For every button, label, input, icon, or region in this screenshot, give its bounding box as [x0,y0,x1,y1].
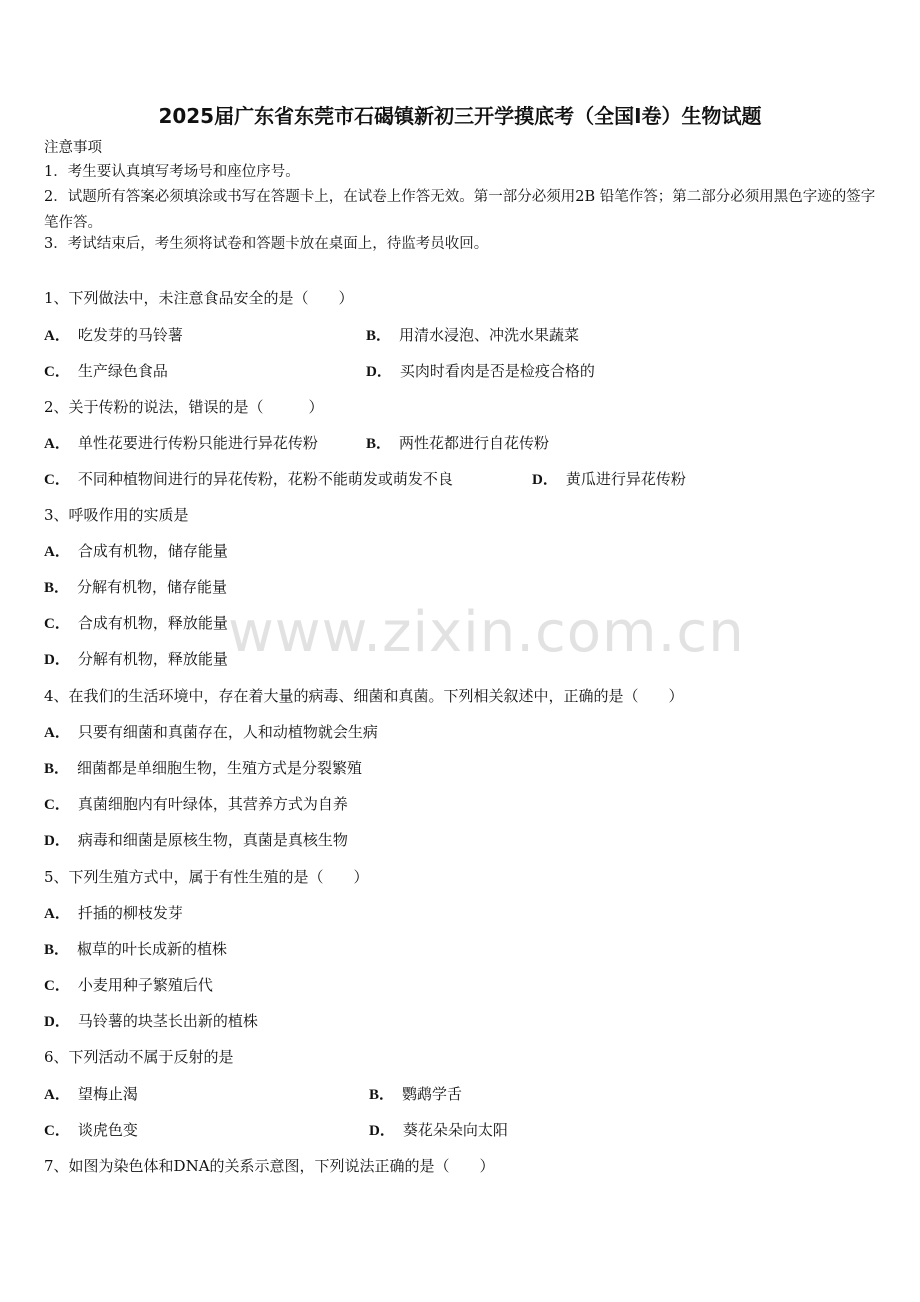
option-text: 分解有机物，储存能量 [77,578,228,596]
question-1-option-a [44,324,183,347]
option-label: D． [366,364,392,380]
option-label: D． [532,472,558,488]
option-text: 分解有机物，释放能量 [77,650,228,668]
option-text: 两性花都进行自花传粉 [399,434,550,452]
question-3-option-d [44,648,228,671]
option-text: 用清水浸泡、冲洗水果蔬菜 [399,326,580,344]
option-label: C． [44,472,70,488]
option-label: C． [44,616,70,632]
option-label: D． [44,1014,70,1030]
option-label: A． [44,906,70,922]
option-label: B． [44,942,70,958]
question-1-stem: 1、下列做法中，未注意食品安全的是（ ） [44,289,354,307]
option-text: 合成有机物，释放能量 [77,614,228,632]
option-text: 望梅止渴 [77,1085,138,1103]
option-label: B． [366,436,392,452]
notes-item-1: 1．考生要认真填写考场号和座位序号。 [44,164,300,180]
question-2-option-b [366,432,549,455]
notes-item-2: 2．试题所有答案必须填涂或书写在答题卡上，在试卷上作答无效。第一部分必须用2B 铅笔作答；第二部分必须用黑色字迹的签字笔作答。 [44,189,876,231]
option-label: C． [44,1123,70,1139]
option-label: B． [44,761,70,777]
question-3-stem: 3、呼吸作用的实质是 [44,506,189,524]
option-text: 椒草的叶长成新的植株 [77,940,228,958]
option-label: C． [44,978,70,994]
option-text: 真菌细胞内有叶绿体，其营养方式为自养 [77,795,348,813]
question-5-option-b [44,938,227,961]
question-2-option-d [532,468,686,491]
option-label: B． [366,328,392,344]
question-4-option-c [44,793,348,816]
option-text: 不同种植物间进行的异花传粉，花粉不能萌发或萌发不良 [77,470,453,488]
option-label: A． [44,436,70,452]
option-label: B． [44,580,70,596]
option-text: 黄瓜进行异花传粉 [565,470,686,488]
option-text: 鹦鹉学舌 [402,1085,463,1103]
option-text: 单性花要进行传粉只能进行异花传粉 [77,434,318,452]
question-3-option-a [44,540,228,563]
question-5-option-d [44,1010,258,1033]
option-label: A． [44,328,70,344]
question-6-option-d [369,1119,508,1142]
question-7-stem: 7、如图为染色体和DNA的关系示意图，下列说法正确的是（ ） [44,1157,495,1175]
option-label: A． [44,725,70,741]
question-5-option-a [44,902,183,925]
question-1-option-c [44,360,168,383]
option-text: 葵花朵朵向太阳 [402,1121,508,1139]
option-label: A． [44,1087,70,1103]
option-text: 病毒和细菌是原核生物，真菌是真核生物 [77,831,348,849]
option-label: D． [44,652,70,668]
option-label: D． [44,833,70,849]
option-text: 谈虎色变 [77,1121,138,1139]
question-4-stem: 4、在我们的生活环境中，存在着大量的病毒、细菌和真菌。下列相关叙述中，正确的是（ ） [44,687,684,705]
question-1-option-d [366,360,595,383]
question-6-option-b [369,1083,462,1106]
option-text: 只要有细菌和真菌存在，人和动植物就会生病 [77,723,378,741]
option-text: 买肉时看肉是否是检疫合格的 [399,362,595,380]
option-label: A． [44,544,70,560]
question-3-option-b [44,576,227,599]
question-1-option-b [366,324,579,347]
question-4-option-b [44,757,362,780]
option-text: 生产绿色食品 [77,362,168,380]
option-text: 马铃薯的块茎长出新的植株 [77,1012,258,1030]
question-6-stem: 6、下列活动不属于反射的是 [44,1048,234,1066]
option-label: C． [44,797,70,813]
option-label: B． [369,1087,395,1103]
option-text: 小麦用种子繁殖后代 [77,976,213,994]
question-4-option-d [44,829,348,852]
option-text: 吃发芽的马铃薯 [77,326,183,344]
question-6-option-c [44,1119,138,1142]
watermark: www.zixin.com.cn [228,600,745,665]
question-6-option-a [44,1083,138,1106]
question-2-stem: 2、关于传粉的说法，错误的是（ ） [44,398,324,416]
question-5-stem: 5、下列生殖方式中，属于有性生殖的是（ ） [44,868,369,886]
question-4-option-a [44,721,378,744]
option-label: C． [44,364,70,380]
option-text: 合成有机物，储存能量 [77,542,228,560]
question-2-option-a [44,432,318,455]
question-5-option-c [44,974,213,997]
option-label: D． [369,1123,395,1139]
question-2-option-c [44,468,453,491]
notes-heading: 注意事项 [44,140,102,156]
exam-title: 2025届广东省东莞市石碣镇新初三开学摸底考（全国I卷）生物试题 [158,104,762,128]
option-text: 扦插的柳枝发芽 [77,904,183,922]
option-text: 细菌都是单细胞生物，生殖方式是分裂繁殖 [77,759,363,777]
question-3-option-c [44,612,228,635]
notes-item-3: 3．考试结束后，考生须将试卷和答题卡放在桌面上，待监考员收回。 [44,236,489,252]
